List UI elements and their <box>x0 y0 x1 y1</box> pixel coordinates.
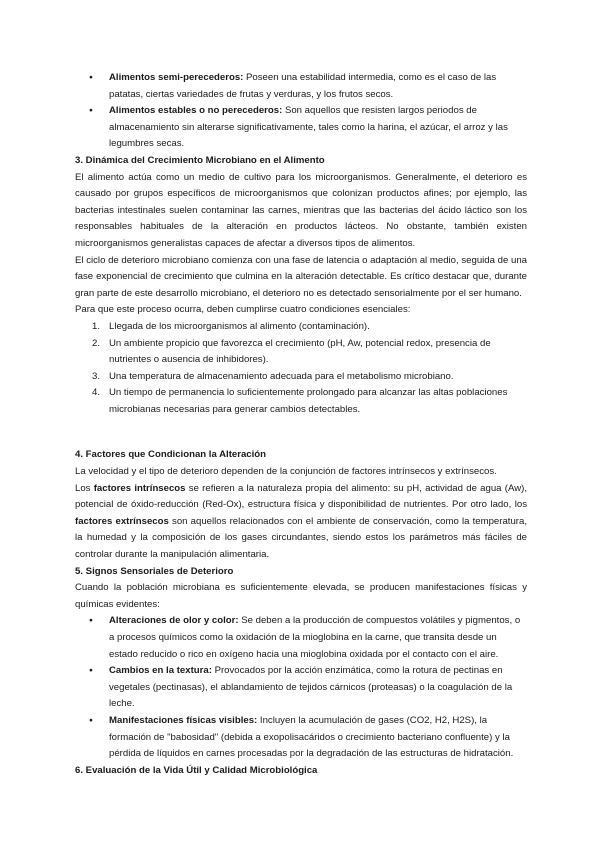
list-item: ● Alimentos estables o no perecederos: Son aquellos que resisten largos periodos de almacenamiento sin alterarse significativamente, tales como la harina, el azúcar, el arroz y las legumbres secas. <box>75 103 527 153</box>
section-heading-4: 4. Factores que Condicionan la Alteración <box>75 449 267 461</box>
list-item: ● Cambios en la textura: Provocados por la acción enzimática, como la rotura de pectinas en vegetales (pectinasas), el ablandamiento de tejidos cárnicos (proteasas) o la coagulación de la leche. <box>75 663 527 713</box>
section-heading-3: 3. Dinámica del Crecimiento Microbiano en el Alimento <box>75 154 325 166</box>
paragraph: La velocidad y el tipo de deterioro dependen de la conjunción de factores intrínsecos y extrínsecos. <box>75 466 497 478</box>
conditions-list <box>75 319 527 419</box>
list-item: ● Manifestaciones físicas visibles: Incluyen la acumulación de gases (CO2, H2, H2S), la formación de "babosidad" (debida a exopolisacáridos o crecimiento bacteriano confluente) y la pérdida de líquidos en carnes procesadas por la degradación de las estructuras de hidratación. <box>75 713 527 763</box>
list-item: ● Alimentos semi-perecederos: Poseen una estabilidad intermedia, como es el caso de las patatas, ciertas variedades de frutas y verduras, y los frutos secos. <box>75 70 527 103</box>
section-heading-6: 6. Evaluación de la Vida Útil y Calidad Microbiológica <box>75 764 318 776</box>
paragraph: Para que este proceso ocurra, deben cumplirse cuatro condiciones esenciales: <box>75 304 411 316</box>
list-item: 1. Llegada de los microorganismos al alimento (contaminación). <box>92 320 370 332</box>
food-stability-list <box>75 70 527 153</box>
list-item: 4. Un tiempo de permanencia lo suficientemente prolongado para alcanzar las altas poblaciones microbianas necesarias para generar cambios detectables. <box>92 387 508 415</box>
paragraph: El ciclo de deterioro microbiano comienza con una fase de latencia o adaptación al medio, seguida de una fase exponencial de crecimiento que culmina en la alteración detectable. Es crítico destacar que, durante gran parte de este desarrollo microbiano, el deterioro no es detectado sensorialmente por el ser humano. <box>75 254 527 299</box>
paragraph: Los factores intrínsecos se refieren a la naturaleza propia del alimento: su pH, actividad de agua (Aw), potencial de óxido-reducción (Red-Ox), estructura física y disponibilidad de nutrientes. Por otro lado, los factores extrínsecos son aquellos relacionados con el ambiente de conservación, como la temperatura, la humedad y la composición de los gases circundantes, siendo estos los parámetros más fáciles de controlar durante la manipulación alimentaria. <box>75 482 527 561</box>
paragraph: El alimento actúa como un medio de cultivo para los microorganismos. Generalmente, el deterioro es causado por grupos específicos de microorganismos que colonizan productos afines; por ejemplo, las bacterias intestinales suelen contaminar las carnes, mientras que las bacterias del ácido láctico son los responsables habituales de la alteración en productos lácteos. No obstante, también existen microorganismos generalistas capaces de afectar a diversos tipos de alimentos. <box>75 171 527 249</box>
list-item: 3. Una temperatura de almacenamiento adecuada para el metabolismo microbiano. <box>92 370 454 382</box>
section-heading-5: 5. Signos Sensoriales de Deterioro <box>75 565 234 577</box>
list-item: 2. Un ambiente propicio que favorezca el crecimiento (pH, Aw, potencial redox, presencia de nutrientes o ausencia de inhibidores). <box>92 337 491 366</box>
spacer <box>75 418 527 447</box>
paragraph: Cuando la población microbiana es suficientemente elevada, se producen manifestaciones físicas y químicas evidentes: <box>75 582 527 610</box>
document-page <box>75 70 527 779</box>
list-item: ● Alteraciones de olor y color: Se deben a la producción de compuestos volátiles y pigmentos, o a procesos químicos como la oxidación de la mioglobina en la carne, que transita desde un estado reducido o rico en oxígeno hacia una mioglobina oxidada por el contacto con el aire. <box>75 613 527 663</box>
sensory-signs-list <box>75 613 527 762</box>
